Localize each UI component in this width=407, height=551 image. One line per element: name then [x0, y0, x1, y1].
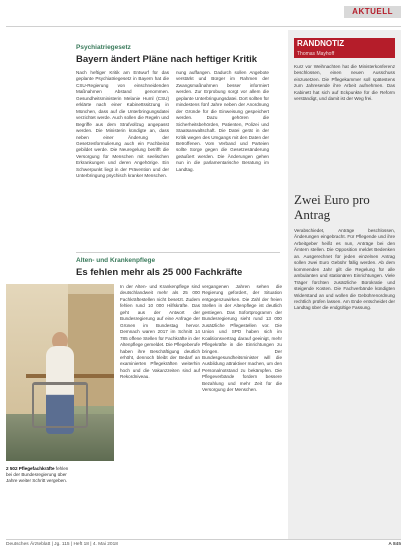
article-divider: [76, 252, 280, 253]
footer-rule: [6, 539, 401, 540]
article2-column-1: In der Alten- und Krankenpflege sind deutschlandweit mehr als 25 000 Fachkräftestellen nicht besetzt. Zudem fehlen rund 10 000 Hilfskräfte. Das geht aus der Antwort der Bundesregierung auf eine Anfrage der Grünen im Bundestag hervor. Demnach waren 2017 im Schnitt 14 785 offene Stellen für Fachkräfte in der Altenpflege gemeldet. Die Pflegeberufe haben ihre Beschäftigung deutlich erhöht, dennoch bleibt der Bedarf an examinierten Pflegekräften weiterhin hoch und die Vakanzzeiten sind auf Rekordniveau.: [120, 284, 200, 380]
photo-caption-bold: 2 502 Pflegefachkräfte: [6, 466, 55, 471]
footer-publication: Deutsches Ärzteblatt | Jg. 115 | Heft 18 | 4. Mai 2018: [6, 542, 118, 547]
article2-column-2: vergangenen Jahren sehen die Regierung gefordert, der Situation entgegenzuwirken. Die Zahl der freien Stellen in der Altenpflege ist deutlich gestiegen. Das Sofortprogramm der Bundesregierung sieht rund 13 000 zusätzliche Pflegestellen vor. Die Union und SPD haben sich im Koalitionsvertrag darauf geeinigt, mehr Pflegekräfte in die Einrichtungen zu bringen. Der Bundesgesundheitsminister will die Ausbildung attraktiver machen, um den Personalnotstand zu bekämpfen. Die Pflegeverbände fordern bessere Bezahlung und mehr Zeit für die Versorgung der Menschen.: [202, 284, 282, 393]
randnotiz-title: RANDNOTIZ: [294, 38, 395, 50]
article2-headline: Es fehlen mehr als 25 000 Fachkräfte: [76, 267, 243, 278]
photo-caption: [6, 466, 70, 484]
section-tag: AKTUELL: [344, 6, 401, 18]
article1-column-2: nung auffangen. Dadurch sollen Angebote verstärkt und Bürger im Rahmen der Zwangsmaßnahmen besser informiert werden. Zur Erprobung sorgt vor allem die geplante Unterbringungsdatei. Dort sollten für mindestens fünf Jahre neben der Anordnung der Gründe für die Einweisung gespeichert werden. Dazu gehören die Sicherheitsbehörden, Patienten, Polizei und Staatsanwaltschaft. Die Datei gerät in der Kritik wegen des Umgangs mit den Daten der Betroffenen. Vom Verband und Parteien sollte Sorge gegen die Gesetzesänderung geäußert werden. Die Änderungen gehen nun in die parlamentarische Beratung im Landtag.: [176, 70, 269, 172]
article1-kicker: Psychiatriegesetz: [76, 44, 131, 51]
article2-kicker: Alten- und Krankenpflege: [76, 257, 156, 264]
photo-caption-text: fehlen bei der Bundesregierung über Jahre weiter Schritt vergeben.: [6, 466, 69, 483]
article1-headline: Bayern ändert Pläne nach heftiger Kritik: [76, 54, 258, 65]
randnotiz-headline: Zwei Euro pro Antrag: [294, 192, 370, 222]
randnotiz-author: Thomas Mayhoff: [294, 50, 395, 58]
randnotiz-text-1: Kurz vor Weihnachten hat die Ministerkonferenz beschlossen, einen neuen Ausschuss einzusetzen. Die Pflegekammer soll spätestens zum Jahresende ihre Arbeit aufnehmen. Das Kabinett hat sich auf Eckpunkte für die Reform verständigt, und damit ist der Weg frei.: [294, 64, 395, 102]
header-rule: [6, 26, 401, 27]
randnotiz-text-2: Verabschiedet, Anträge beschlossen, Änderungen eingebracht. Für Pflegende und ihre Arbeitgeber heißt es nun, Anträge bei den Ämtern stellen. Die Opposition meldet Bedenken an. Ausgerechnet für jeden einzelnen Antrag sollen zwei Euro Gebühr fällig werden. Ab dem kommenden Jahr gilt die Regelung für alle ambulanten und stationären Einrichtungen. Viele Träger fürchten zusätzliche Bürokratie und steigende Kosten. Die Fachverbände kündigten Widerstand an und wollen die Gebührenordnung rechtlich prüfen lassen. Am Ende entscheidet der Landtag über die endgültige Fassung.: [294, 228, 395, 311]
article1-column-1: Nach heftiger Kritik am Entwurf für das geplante Psychiatriegesetz in Bayern hat die CSU-Regierung von einschneidenden Maßnahmen Abstand genommen. Gesundheitsministerin Melanie Huml (CSU) erklärte nach einer Kabinettssitzung in München, dass auf die Unterbringungsdatei verzichtet werde. Auch sollen die Regeln und Begriffe aus dem Strafvollzug angepasst werden. Die Ministerin kündigte an, dass neben einer Änderung der Gesetzesformulierung auch ein Fachbeirat gebildet werde. Die Neuregelung betrifft die Versorgung für Menschen mit seelischen Erkrankungen und deren Angehörige. Ein Schwerpunkt liegt in der Prävention und der Unterbringung psychisch kranker Menschen.: [76, 70, 169, 179]
elderly-walker-photo: [6, 284, 114, 461]
footer-page-number: A 845: [388, 542, 401, 547]
